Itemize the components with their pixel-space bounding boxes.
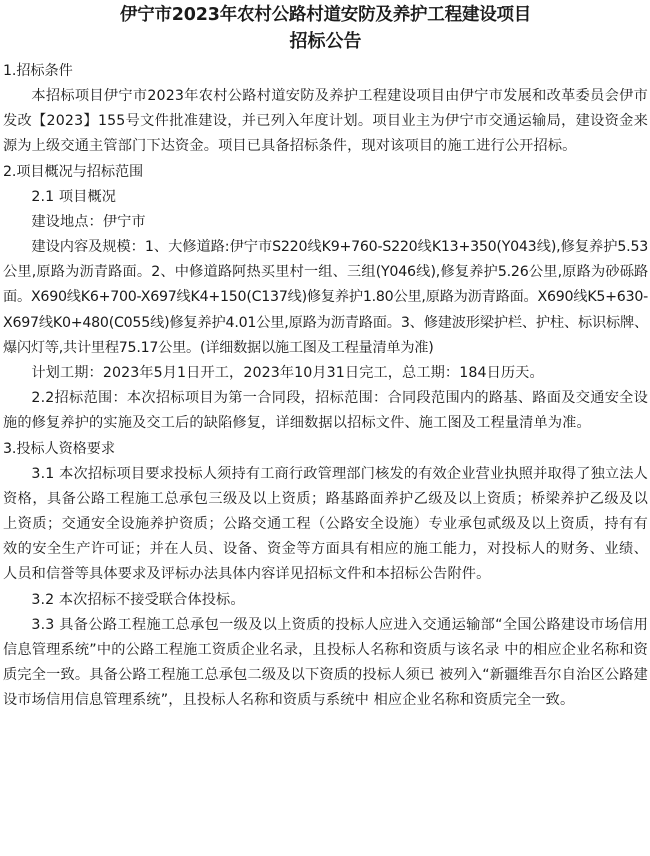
qualification-requirement-3-2: 3.2 本次招标不接受联合体投标。 [31, 591, 245, 608]
section-3-heading: 3.投标人资格要求 [3, 440, 115, 457]
section-1-heading: 1.招标条件 [3, 63, 73, 79]
bidding-scope: 2.2招标范围：本次招标项目为第一合同段，招标范围：合同段范围内的路基、路面及交通安全设施的修复养护的实施及交工后的缺陷修复，详细数据以招标文件、施工图及工程量清单为准。 [3, 390, 648, 432]
construction-location: 建设地点：伊宁市 [31, 213, 146, 230]
qualification-requirement-3-3: 3.3 具备公路工程施工总承包一级及以上资质的投标人应进入交通运输部“全国公路建设市场信用信息管理系统”中的公路工程施工资质企业名录，且投标人名称和资质与该名录 中的相应企业名称和资质完全一致。具备公路工程施工总承包二级及以下资质的投标人须已 被列入“新疆维吾尔自治区公路建设市场信用信息管理系统”，且投标人名称和资质与系统中 相应企业名称和资质完全一致。 [3, 616, 648, 709]
construction-schedule: 计划工期：2023年5月1日开工，2023年10月31日完工，总工期：184日历天。 [31, 365, 544, 382]
section-2-1-heading: 2.1 项目概况 [31, 188, 117, 205]
document-subtitle: 招标公告 [289, 31, 362, 52]
document-title: 伊宁市2023年农村公路村道安防及养护工程建设项目 [119, 5, 532, 25]
construction-content: 建设内容及规模：1、大修道路:伊宁市S220线K9+760-S220线K13+350(Y043线),修复养护5.53公里,原路为沥青路面。2、中修道路阿热买里村一组、三组(Y046线),修复养护5.26公里,原路为砂砾路面。X690线K6+700-X697线K4+150(C137线)修复养护1.80公里,原路为沥青路面。X690线K5+630-X697线K0+480(C055线)修复养护4.01公里,原路为沥青路面。3、修建波形梁护栏、护柱、标识标牌、爆闪灯等,共计里程75.17公里。(详细数据以施工图及工程量清单为准) [3, 239, 648, 356]
section-1-paragraph: 本招标项目伊宁市2023年农村公路村道安防及养护工程建设项目由伊宁市发展和改革委员会伊市发改【2023】155号文件批准建设，并已列入年度计划。项目业主为伊宁市交通运输局，建设资金来源为上级交通主管部门下达资金。项目已具备招标条件，现对该项目的施工进行公开招标。 [3, 88, 648, 155]
section-2-heading: 2.项目概况与招标范围 [3, 163, 144, 180]
qualification-requirement-3-1: 3.1 本次招标项目要求投标人须持有工商行政管理部门核发的有效企业营业执照并取得了独立法人资格，具备公路工程施工总承包三级及以上资质；路基路面养护乙级及以上资质；桥梁养护乙级及以上资质；交通安全设施养护资质；公路交通工程（公路安全设施）专业承包贰级及以上资质，持有有效的安全生产许可证；并在人员、设备、资金等方面具有相应的施工能力，对投标人的财务、业绩、人员和信誉等具体要求及评标办法具体内容详见招标文件和本招标公告附件。 [3, 465, 648, 583]
